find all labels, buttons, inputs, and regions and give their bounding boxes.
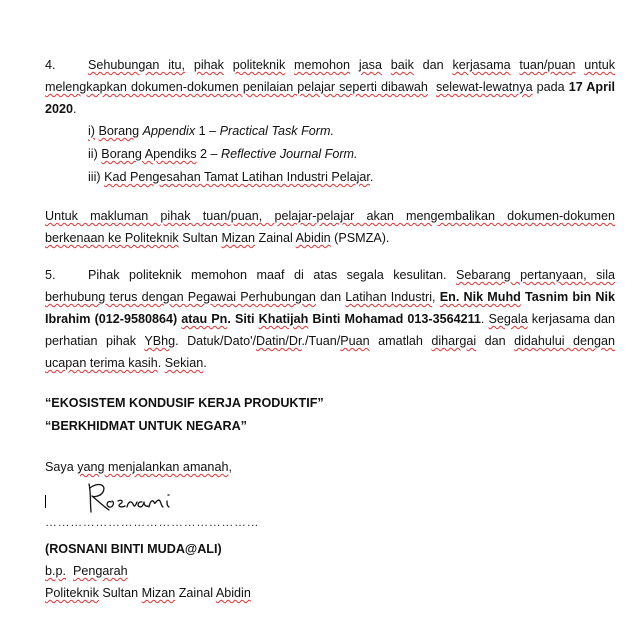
text-run: Sebarang pertanyaan, sila berhubung terus dengan Pegawai Perhubungan xyxy=(45,268,616,304)
signature-line: …………………………………………… xyxy=(45,515,260,529)
text-run: dihargai xyxy=(431,334,477,348)
text-run: tuan/puan xyxy=(519,58,576,72)
text-run: . xyxy=(203,356,207,370)
text-run: Latihan Industri xyxy=(345,290,433,304)
text-run: pihak xyxy=(193,58,224,72)
list-item xyxy=(88,143,615,166)
letter-page xyxy=(45,54,615,604)
document-list xyxy=(45,120,615,189)
text-run: . xyxy=(157,356,165,370)
text-run: Practical Task Form. xyxy=(219,124,334,138)
text-run: . xyxy=(369,170,374,184)
deadline-date: 17 April 2020 xyxy=(45,80,615,116)
text-run: . xyxy=(73,102,77,116)
text-run: dan xyxy=(422,58,444,72)
paragraph-4 xyxy=(45,54,615,120)
text-run: Borang Apendiks xyxy=(101,147,197,161)
text-run: . Datuk/Dato'/ xyxy=(175,334,256,348)
text-run: Segala xyxy=(488,312,528,326)
text-run: Pengarah xyxy=(73,564,128,578)
text-run: Saya xyxy=(45,460,78,474)
paragraph-number: 4. xyxy=(45,58,56,72)
text-run: politeknik xyxy=(232,58,286,72)
text-run: 1 – xyxy=(195,124,220,138)
list-item xyxy=(88,166,615,189)
list-item xyxy=(88,120,615,143)
contact-phone: Binti Mohamad 013-3564211 xyxy=(308,312,481,326)
text-cursor xyxy=(45,495,46,508)
text-run: Sehubungan itu, xyxy=(88,58,186,72)
text-run xyxy=(66,564,73,578)
organization-name xyxy=(45,582,615,604)
text-run: Mizan xyxy=(221,231,256,245)
text-run: i) xyxy=(88,124,95,138)
text-run: Kad Pengesahan Tamat Latihan Industri Pelajar xyxy=(104,170,370,184)
text-run: kerjasama xyxy=(452,58,511,72)
text-run: Zainal xyxy=(255,231,296,245)
motto-line: “EKOSISTEM KONDUSIF KERJA PRODUKTIF” xyxy=(45,396,324,410)
info-paragraph xyxy=(45,205,615,249)
closing-line xyxy=(45,456,615,478)
text-run: (PSMZA). xyxy=(330,231,390,245)
text-run: , xyxy=(228,460,232,474)
text-run: Datin/Dr xyxy=(255,334,302,348)
text-run: Appendix xyxy=(142,124,196,138)
text-run: YBhg xyxy=(144,334,176,348)
text-run: Abidin xyxy=(295,231,331,245)
contact-name: Khatijah xyxy=(258,312,309,326)
contact-name: Tasnim bin Nik Ibrahim (012-9580864) xyxy=(45,290,616,326)
text-run: kerjasama dan perhatian pihak xyxy=(45,312,616,348)
text-run: Sekian xyxy=(164,356,204,370)
text-run: dan xyxy=(315,290,346,304)
text-run: jasa xyxy=(358,58,382,72)
text-run: baik xyxy=(390,58,414,72)
text-run: Abidin xyxy=(215,586,251,600)
text-run: Puan xyxy=(340,334,370,348)
text-run: selewat-lewatnya xyxy=(435,80,533,94)
text-run: Politeknik xyxy=(45,586,99,600)
text-run: . Siti xyxy=(227,312,259,326)
text-run: untuk xyxy=(584,58,616,72)
text-run: 2 – xyxy=(196,147,222,161)
signature-block xyxy=(45,478,615,538)
text-run: Pihak politeknik memohon maaf di atas segala kesulitan. xyxy=(88,268,456,282)
text-run: yang menjalankan amanah xyxy=(77,460,229,474)
motto-line: “BERKHIDMAT UNTUK NEGARA” xyxy=(45,419,247,433)
text-run: , xyxy=(432,290,440,304)
handwritten-signature xyxy=(81,480,201,516)
text-run: dan xyxy=(476,334,515,348)
text-run: amatlah xyxy=(369,334,432,348)
signatory-name: (ROSNANI BINTI MUDA@ALI) xyxy=(45,542,222,556)
text-run: Reflective Journal Form. xyxy=(221,147,358,161)
paragraph-number: 5. xyxy=(45,268,56,282)
text-run: Mizan xyxy=(141,586,176,600)
text-run: didahului dengan ucapan terima kasih xyxy=(45,334,615,370)
contact-name: En. Nik Muhd xyxy=(439,290,521,304)
text-run: Borang xyxy=(98,124,140,138)
text-run: Sultan xyxy=(178,231,222,245)
text-run: ./Tuan/ xyxy=(301,334,341,348)
text-run: ii) xyxy=(88,147,98,161)
text-run: iii) xyxy=(88,170,101,184)
text-run: memohon xyxy=(294,58,351,72)
text-run: b.p. xyxy=(45,564,67,578)
paragraph-5 xyxy=(45,264,615,374)
text-run: pada xyxy=(536,80,565,94)
text-run: melengkapkan dokumen-dokumen penilaian pelajar seperti dibawah xyxy=(45,80,428,94)
text-run: atau Pn xyxy=(181,312,228,326)
text-run: Sultan xyxy=(98,586,142,600)
text-run: Untuk makluman pihak tuan/puan, pelajar-pelajar akan mengembalikan dokumen-dokumen berkenaan ke Politeknik xyxy=(45,209,615,245)
text-run: . xyxy=(480,312,489,326)
motto-block xyxy=(45,392,615,438)
text-run: Zainal xyxy=(175,586,216,600)
signatory-title xyxy=(45,560,615,582)
